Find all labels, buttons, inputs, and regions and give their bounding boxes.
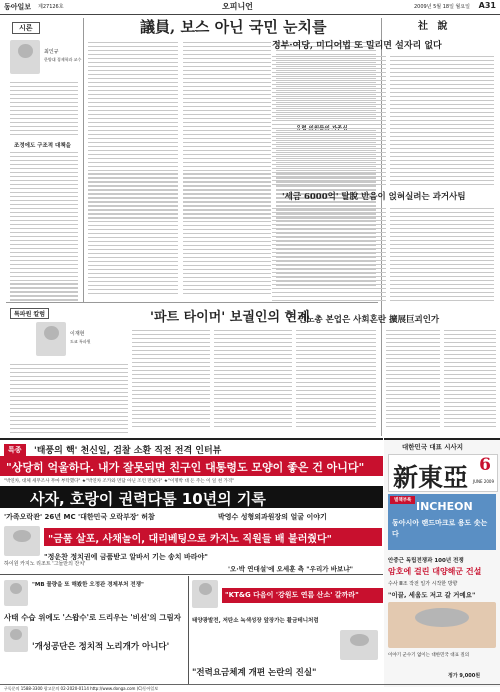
official-photo bbox=[4, 626, 28, 652]
magazine-masthead bbox=[388, 454, 498, 492]
columnist-title: 한양대 경제학과 교수 bbox=[44, 57, 82, 62]
column-subhead: 조정에도 구조적 대책을 bbox=[14, 143, 71, 149]
entertainer-headline: '가족오락관' 26년 MC '대한민국 오락부장' 허참 bbox=[4, 513, 155, 521]
column-tag-siron: 시론 bbox=[12, 22, 40, 34]
magazine-issue: 6 bbox=[479, 455, 491, 475]
correspondent-photo bbox=[36, 322, 66, 356]
incheon-title: INCHEON bbox=[416, 500, 473, 513]
newspaper-brand: 동아일보 bbox=[4, 3, 32, 11]
cover-line-2: 암호에 걸린 대양해군 건설 bbox=[388, 567, 482, 576]
banner-casino bbox=[44, 528, 382, 546]
mid-column-headline: '파트 타이머' 보궐인의 현계 bbox=[150, 310, 310, 325]
issue-number: 제27126호 bbox=[38, 4, 64, 10]
magazine-title: 新東亞 bbox=[393, 463, 469, 492]
incheon-text: 동아시아 랜드마크로 용도 솟는다 bbox=[392, 519, 488, 538]
story-politics: "정운찬 정치권에 금품받고 알바서 기는 송치 바라야" bbox=[44, 553, 208, 561]
editorial-body-3b bbox=[444, 330, 496, 430]
economist-photo bbox=[4, 580, 28, 606]
columnist-name: 최인규 bbox=[44, 49, 59, 55]
story-solar: 태양광발전, 저탄소 녹색성장 앞장가는 활금테니처럼 bbox=[192, 618, 319, 624]
cover-line-5: 이야기 군수기 없이는 대한민국 대표 질의 bbox=[388, 653, 470, 658]
correspondent-title: 도쿄 특파원 bbox=[70, 339, 91, 344]
page-number: A31 bbox=[478, 1, 496, 10]
column-body-2 bbox=[10, 152, 78, 303]
section-title: 오피니언 bbox=[222, 2, 253, 11]
cover-line-3: 수사 Ⅲ조 작전 일가 시작한 방향 bbox=[388, 581, 458, 587]
banner-quote bbox=[0, 456, 383, 476]
cover-line-1: 안중근 독립전쟁과 100년 전쟁 bbox=[388, 558, 464, 564]
cover-line-4: "이끌, 세움도 저고 갈 거예요" bbox=[388, 591, 476, 599]
story-seoul-mayor: '오·박 연대설'에 오세훈 측 "우리가 바보냐" bbox=[228, 565, 354, 573]
banner-power-text: 사자, 호랑이 권력다툼 10년의 기록 bbox=[30, 490, 266, 508]
issue-date: 2009년 5월 18일 월요일 bbox=[413, 4, 470, 10]
incheon-supplement bbox=[388, 494, 496, 550]
editorial-head-2: '세금 6000억' 탈脫 반음이 얹혀실려는 과거사팀 bbox=[282, 192, 466, 202]
editorial-body-2a bbox=[272, 208, 386, 304]
editorial-body-1a bbox=[272, 56, 386, 187]
mid-column-body-b bbox=[214, 330, 292, 430]
editorial-body-3a bbox=[386, 330, 440, 430]
editorial-head-1: 정부·여당, 미디어법 또 밀리면 설자리 없다 bbox=[272, 41, 442, 51]
magazine-tagline: 대한민국 대표 시사지 bbox=[402, 443, 464, 451]
columnist-photo bbox=[10, 40, 40, 74]
businessman-photo bbox=[192, 580, 218, 608]
banner-ktg bbox=[222, 588, 383, 603]
casino-sub: 하이원 카지노 리조트 '그들만의 잔치' bbox=[4, 561, 86, 567]
banner-quote-text: "상당히 억울하다. 내가 잘못되면 친구인 대통령도 모양이 좋은 건 아니다" bbox=[6, 461, 365, 474]
correspondent-name: 이재현 bbox=[70, 331, 85, 337]
column-tag-correspondent: 특파원 칼럼 bbox=[10, 308, 49, 319]
magazine-issue-label: JUNE 2009 bbox=[472, 479, 494, 484]
cover-photo bbox=[388, 602, 496, 648]
banner-ktg-text: "KT&G 다음이 '강원도 연름 산소' 갈까라" bbox=[225, 591, 359, 599]
magazine-cover bbox=[384, 438, 500, 687]
editorial-body-2b bbox=[390, 208, 494, 304]
column-body-1 bbox=[10, 82, 78, 138]
correspondent-body bbox=[10, 364, 128, 436]
casino-photo bbox=[4, 526, 40, 556]
supplement-label: 별책부록 bbox=[390, 496, 415, 504]
scoop-headline: '태풍의 핵' 천신일, 검찰 소환 직전 전격 인터뷰 bbox=[34, 446, 222, 456]
banner-quote-sub: "박연차, 대체 세무조사 무마 부탁했다" ★"박연차 조카와 면담 아닌 조언 만났다" ★"이명박 대 돈 주는 이 일 천 가격" bbox=[4, 479, 235, 484]
editorial-body-1b bbox=[390, 56, 494, 187]
story-economy: "MB 물량을 또 해봤한 오정관 경제부처 전쟁" bbox=[32, 582, 144, 588]
mid-column-body-a bbox=[132, 330, 210, 430]
footer-text: 구독문의 1588-3300 광고문의 02-2020-0114 http://www.donga.com (C)동아일보 bbox=[4, 686, 159, 691]
magazine-advertisement bbox=[0, 438, 383, 687]
doctor-headline: 박영수 성형외과원장의 얼굴 이야기 bbox=[218, 513, 327, 521]
main-column-headline: 議員, 보스 아닌 국민 눈치를 bbox=[140, 18, 327, 36]
editorial-tag: 社 說 bbox=[418, 21, 451, 32]
editorial-head-3: 민노총 본업은 사회혼란 擴展巨괴인가 bbox=[298, 315, 440, 325]
scoop-label: 특종 bbox=[4, 444, 26, 456]
story-advisor: 사태 수습 위에도 '스왑수'로 드리우는 '비선'의 그림자 bbox=[4, 613, 181, 622]
banner-casino-text: "금품 살포, 사채놀이, 대리베팅으로 카지노 직원들 배 불러줬다" bbox=[48, 534, 332, 545]
story-kaesong: '개성공단은 정치적 노리개가 아니다' bbox=[32, 642, 170, 652]
page-header bbox=[0, 0, 500, 15]
magazine-price: 정가 9,000원 bbox=[448, 673, 481, 679]
main-column-body-b bbox=[183, 42, 271, 297]
solar-photo bbox=[340, 630, 378, 660]
main-column-body-a bbox=[88, 42, 178, 297]
story-electricity: "전력요금체계 개편 논란의 진실" bbox=[192, 668, 317, 678]
banner-power bbox=[0, 486, 383, 508]
mid-column-body-c bbox=[296, 330, 376, 430]
